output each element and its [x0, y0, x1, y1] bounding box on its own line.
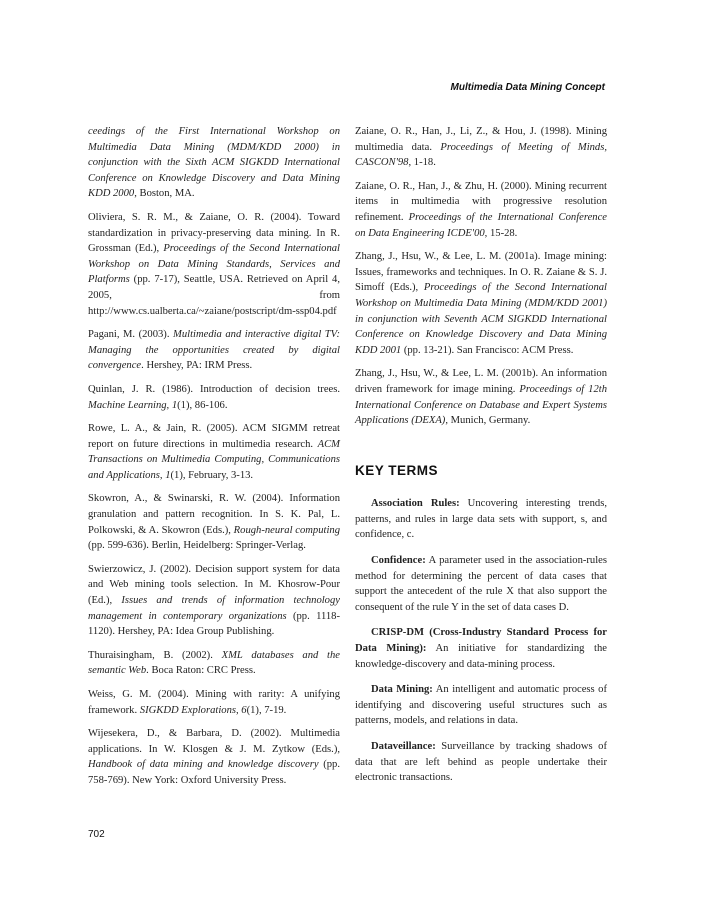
reference-details: , Boston, MA.	[134, 188, 195, 200]
key-term-definition: An intelligent and automatic process of identifying and discovering useful structures such as patterns, models, and relations in data.	[355, 684, 607, 727]
key-term-definition: Uncovering interesting trends, patterns, and rules in large data sets with support, s, and confidence, c.	[355, 498, 607, 541]
reference-details: (pp. 1118-1120). Hershey, PA: Idea Group Publishing.	[88, 610, 340, 638]
reference-entry	[88, 726, 340, 788]
key-terms-heading: KEY TERMS	[355, 462, 439, 478]
key-term-name: Association Rules:	[371, 498, 460, 510]
reference-title: Proceedings of the Second International Workshop on Multimedia Data Mining (MDM/KDD 2001) in conjunction with Seventh ACM SIGKDD International Conference on Knowledge Discovery and Data Mining KDD 2001	[355, 282, 607, 356]
reference-entry	[88, 687, 340, 718]
key-term-definition: An initiative for standardizing the knowledge-discovery and data-mining process.	[355, 643, 607, 670]
reference-title: Proceedings of the International Conference on Data Engineering ICDE'00	[355, 211, 607, 239]
reference-title: Proceedings of 12th International Conference on Database and Expert Systems Applications (DEXA)	[355, 383, 608, 427]
reference-details: , Munich, Germany.	[445, 415, 531, 427]
reference-details: . Boca Raton: CRC Press.	[146, 665, 256, 677]
reference-details: (1), 7-19.	[246, 704, 287, 716]
key-term-entry	[355, 553, 607, 615]
reference-details: (pp. 599-636). Berlin, Heidelberg: Springer-Verlag.	[88, 540, 306, 552]
reference-entry	[88, 124, 340, 202]
reference-entry	[88, 491, 340, 553]
key-term-entry	[355, 496, 607, 543]
reference-title: Proceedings of the Second International Workshop on Data Mining Standards, Services and Platforms	[88, 243, 340, 286]
reference-title: Rough-neural computing	[233, 524, 341, 536]
key-term-name: Data Mining:	[371, 684, 433, 696]
reference-details: (1), February, 3-13.	[170, 469, 254, 481]
left-column	[88, 124, 340, 797]
reference-details: , 1-18.	[408, 157, 436, 169]
reference-text: Quinlan, J. R. (1986). Introduction of decision trees.	[88, 383, 340, 395]
reference-details: (pp. 13-21). San Francisco: ACM Press.	[401, 344, 574, 356]
reference-title: Issues and trends of information technology management in contemporary organizations	[88, 595, 340, 622]
reference-text: Rowe, L. A., & Jain, R. (2005). ACM SIGMM retreat report on future directions in multimedia research.	[88, 423, 340, 450]
key-term-name: CRISP-DM (Cross-Industry Standard Process for Data Mining):	[355, 627, 607, 655]
reference-title: Handbook of data mining and knowledge discovery	[88, 759, 319, 771]
reference-title: SIGKDD Explorations, 6	[139, 704, 247, 716]
reference-text: Pagani, M. (2003).	[88, 329, 174, 341]
key-term-definition: Surveillance by tracking shadows of data that are left behind as people undertake their electronic transactions.	[355, 741, 607, 784]
reference-title: ACM Transactions on Multimedia Computing, Communications and Applications, 1	[88, 438, 340, 481]
reference-entry	[88, 648, 340, 679]
reference-text: Skowron, A., & Swinarski, R. W. (2004). Information granulation and pattern recognition. In S. K. Pal, L. Polkowski, & A. Skowron (Eds.),	[88, 493, 340, 536]
reference-entry	[88, 562, 340, 640]
reference-details: . Hershey, PA: IRM Press.	[141, 360, 253, 372]
key-term-definition: A parameter used in the association-rules method for determining the percent of data cases that support the antecedent of the rule X that also support the consequent of the rule Y in the set of data cases D.	[355, 555, 607, 613]
key-term-entry	[355, 682, 607, 729]
reference-text: Weiss, G. M. (2004). Mining with rarity: A unifying framework.	[88, 689, 340, 716]
page-number: 702	[88, 829, 105, 840]
right-column	[355, 124, 607, 796]
reference-text: Oliviera, S. R. M., & Zaiane, O. R. (2004). Toward standardization in privacy-preserving data mining. In R. Grossman (Ed.),	[88, 211, 340, 255]
reference-title: Machine Learning, 1	[88, 399, 178, 411]
key-term-name: Dataveillance:	[371, 741, 436, 752]
key-term-name: Confidence:	[371, 555, 426, 567]
reference-text: Zhang, J., Hsu, W., & Lee, L. M. (2001b). An information driven framework for image mining.	[355, 368, 607, 395]
reference-details: , 15-28.	[484, 227, 518, 239]
reference-title: Multimedia and interactive digital TV: Managing the opportunities created by digital convergence	[88, 329, 340, 372]
reference-entry	[88, 421, 340, 483]
reference-entry	[355, 179, 607, 241]
reference-details: (pp. 7-17), Seattle, USA. Retrieved on April 4, 2005, from http://www.cs.ualberta.ca/~zaiane/postscript/dm-ssp04.pdf	[88, 274, 340, 317]
reference-details: (1), 86-106.	[177, 399, 228, 411]
reference-entry	[88, 327, 340, 374]
key-term-entry	[355, 625, 607, 672]
reference-details: (pp. 758-769). New York: Oxford University Press.	[88, 759, 341, 786]
reference-entry	[355, 366, 607, 428]
reference-text: Zhang, J., Hsu, W., & Lee, L. M. (2001a). Image mining: Issues, frameworks and techniques. In O. R. Zaiane & S. J. Simoff (Eds.),	[355, 251, 607, 294]
running-header-title: Multimedia Data Mining Concept	[450, 82, 605, 93]
reference-text: Zaiane, O. R., Han, J., & Zhu, H. (2000). Mining recurrent items in multimedia with progressive resolution refinement.	[355, 180, 607, 223]
reference-text: Wijesekera, D., & Barbara, D. (2002). Multimedia applications. In W. Klosgen & J. M. Zytkow (Eds.),	[88, 728, 340, 755]
reference-text: Thuraisingham, B. (2002).	[88, 649, 222, 661]
reference-title: Proceedings of Meeting of Minds, CASCON'98	[355, 141, 607, 169]
reference-title: XML databases and the semantic Web	[88, 649, 340, 677]
reference-text: Zaiane, O. R., Han, J., Li, Z., & Hou, J. (1998). Mining multimedia data.	[355, 126, 607, 153]
key-term-entry	[355, 739, 607, 786]
reference-entry	[88, 210, 340, 319]
reference-entry	[355, 249, 607, 358]
reference-text: Swierzowicz, J. (2002). Decision support system for data and Web mining tools selection. In M. Khosrow-Pour (Ed.),	[88, 563, 340, 607]
reference-entry	[88, 382, 340, 413]
reference-entry	[355, 124, 607, 171]
reference-title: ceedings of the First International Workshop on Multimedia Data Mining (MDM/KDD 2000) in conjunction with the Sixth ACM SIGKDD International Conference on Knowledge Discovery and Data Mining KDD 2000	[88, 126, 340, 200]
